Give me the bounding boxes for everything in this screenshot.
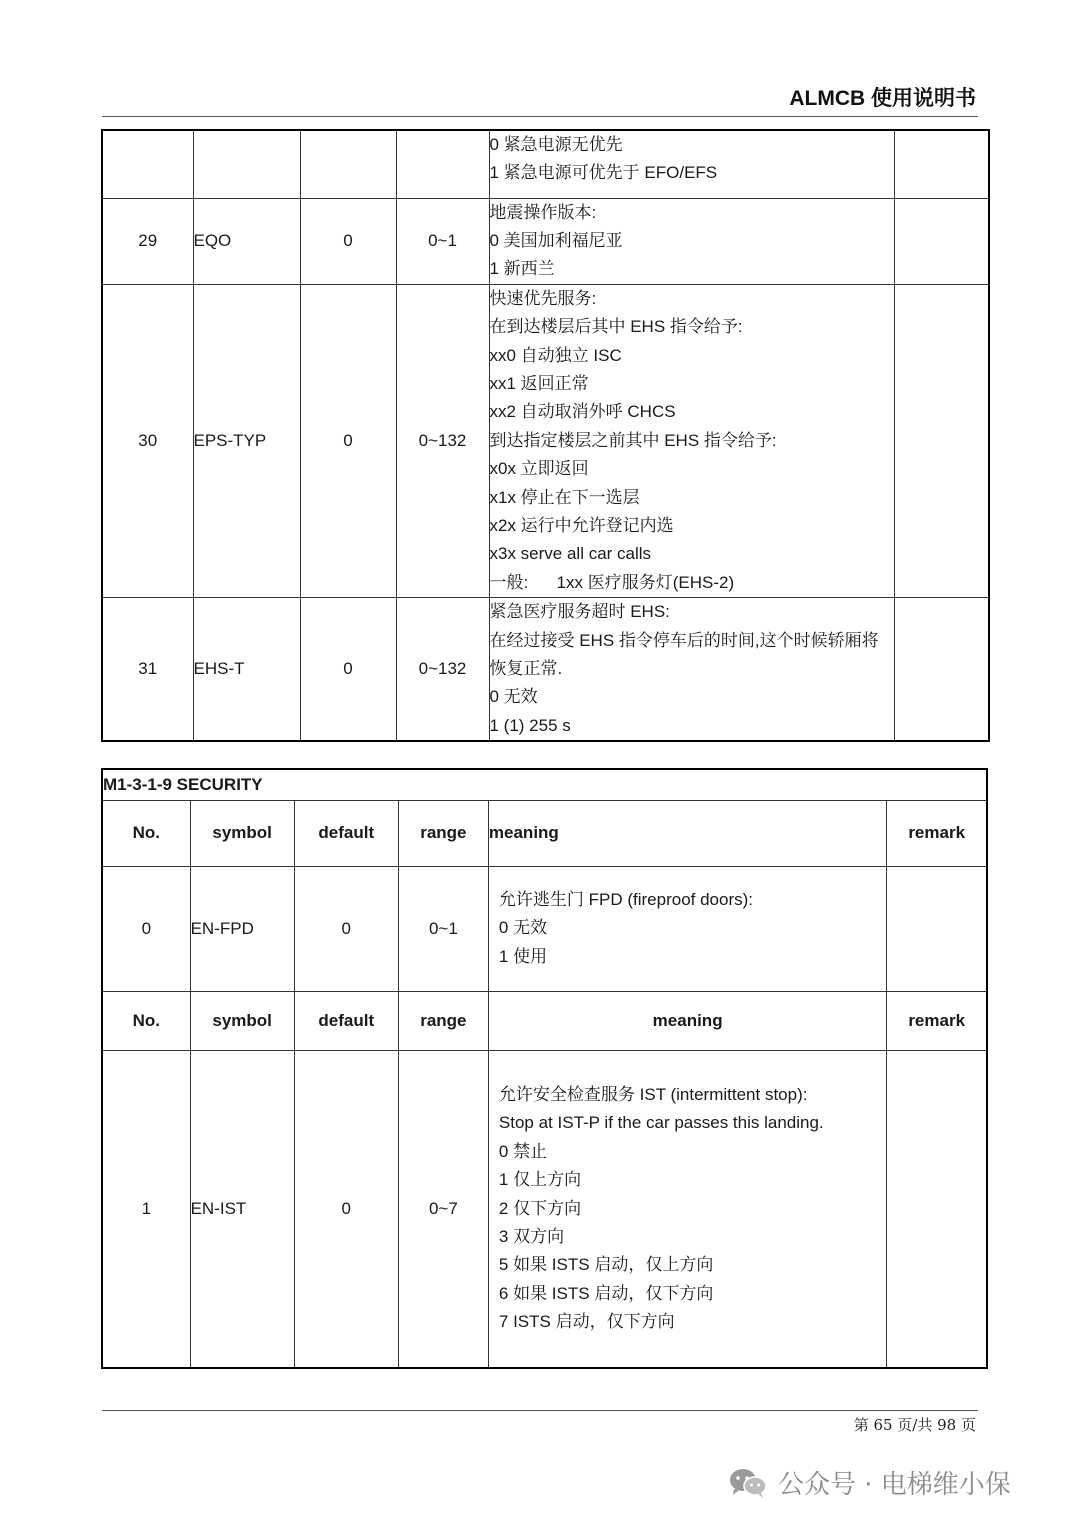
meaning-line: x3x serve all car calls xyxy=(489,544,652,564)
wechat-icon xyxy=(728,1467,768,1499)
cell-no: 29 xyxy=(102,198,193,284)
watermark xyxy=(728,1464,1011,1501)
meaning-line: 1 使用 xyxy=(498,946,548,966)
header-meaning: meaning xyxy=(488,800,886,866)
meaning-line: xx2 自动取消外呼 CHCS xyxy=(489,402,676,422)
meaning-line: x1x 停止在下一选层 xyxy=(489,487,640,507)
table-row xyxy=(102,598,989,742)
header-symbol: symbol xyxy=(190,800,294,866)
meaning-line: x0x 立即返回 xyxy=(489,459,589,479)
cell-range: 0~1 xyxy=(396,198,489,284)
header-no: No. xyxy=(102,991,190,1050)
header-default: default xyxy=(294,991,398,1050)
header-rule xyxy=(102,116,978,117)
meaning-line: 1 (1) 255 s xyxy=(489,715,571,735)
table-header-row xyxy=(102,991,987,1050)
cell-meaning xyxy=(488,866,886,991)
cell-range xyxy=(396,130,489,198)
cell-symbol: EPS-TYP xyxy=(193,284,300,597)
cell-default: 0 xyxy=(300,598,396,742)
header-no: No. xyxy=(102,800,190,866)
header-meaning: meaning xyxy=(488,991,886,1050)
meaning-line: Stop at IST-P if the car passes this landing. xyxy=(498,1113,824,1133)
watermark-text: 公众号 · 电梯维小保 xyxy=(778,1470,1011,1500)
cell-meaning xyxy=(489,284,894,597)
meaning-line: x2x 运行中允许登记内选 xyxy=(489,515,674,535)
cell-no: 31 xyxy=(102,598,193,742)
meaning-line: 7 ISTS 启动，仅下方向 xyxy=(498,1312,675,1332)
cell-symbol: EQO xyxy=(193,198,300,284)
table-row xyxy=(102,866,987,991)
meaning-line: 一般: 1xx 医疗服务灯(EHS-2) xyxy=(489,572,735,592)
meaning-line: xx0 自动独立 ISC xyxy=(489,345,622,365)
security-parameter-table xyxy=(101,768,988,1369)
document-title: ALMCB 使用说明书 xyxy=(789,87,976,110)
cell-default xyxy=(300,130,396,198)
cell-default: 0 xyxy=(294,1050,398,1368)
meaning-line: 1 仅上方向 xyxy=(498,1170,582,1190)
cell-symbol: EHS-T xyxy=(193,598,300,742)
table-caption: M1-3-1-9 SECURITY xyxy=(102,769,987,800)
meaning-line: 地震操作版本: xyxy=(489,202,597,222)
meaning-line: 3 双方向 xyxy=(498,1226,565,1246)
cell-remark xyxy=(894,598,989,742)
table-header-row xyxy=(102,800,987,866)
table-row xyxy=(102,1050,987,1368)
cell-symbol xyxy=(193,130,300,198)
header-symbol: symbol xyxy=(190,991,294,1050)
cell-symbol: EN-FPD xyxy=(190,866,294,991)
cell-meaning xyxy=(488,1050,886,1368)
meaning-line: 在到达楼层后其中 EHS 指令给予: xyxy=(489,317,743,337)
cell-range: 0~132 xyxy=(396,284,489,597)
table-row xyxy=(102,198,989,284)
cell-remark xyxy=(894,198,989,284)
meaning-line: 5 如果 ISTS 启动，仅上方向 xyxy=(498,1255,714,1275)
meaning-line: 在经过接受 EHS 指令停车后的时间,这个时候轿厢将恢复正常. xyxy=(489,630,879,678)
cell-remark xyxy=(894,130,989,198)
cell-remark xyxy=(894,284,989,597)
table-row xyxy=(102,130,989,198)
meaning-line: 0 紧急电源无优先 xyxy=(489,135,623,154)
table-caption-row xyxy=(102,769,987,800)
cell-no xyxy=(102,130,193,198)
meaning-line: 0 禁止 xyxy=(498,1141,548,1161)
header-range: range xyxy=(398,991,488,1050)
footer-rule xyxy=(102,1410,978,1411)
meaning-line: 1 紧急电源可优先于 EFO/EFS xyxy=(489,163,718,183)
cell-default: 0 xyxy=(300,284,396,597)
table-row xyxy=(102,284,989,597)
page-number: 第 65 页/共 98 页 xyxy=(853,1416,976,1434)
header-remark: remark xyxy=(887,800,987,866)
cell-default: 0 xyxy=(294,866,398,991)
cell-default: 0 xyxy=(300,198,396,284)
meaning-line: 1 新西兰 xyxy=(489,259,555,279)
cell-remark xyxy=(887,866,987,991)
cell-meaning xyxy=(489,198,894,284)
header-default: default xyxy=(294,800,398,866)
meaning-line: 0 无效 xyxy=(489,687,538,707)
meaning-line: 6 如果 ISTS 启动，仅下方向 xyxy=(498,1283,714,1303)
header-remark: remark xyxy=(887,991,987,1050)
cell-no: 1 xyxy=(102,1050,190,1368)
meaning-line: 到达指定楼层之前其中 EHS 指令给予: xyxy=(489,430,777,450)
meaning-line: 允许逃生门 FPD (fireproof doors): xyxy=(498,889,754,909)
meaning-line: 允许安全检查服务 IST (intermittent stop): xyxy=(498,1084,808,1104)
parameter-table-continued xyxy=(101,129,990,742)
cell-no: 30 xyxy=(102,284,193,597)
cell-range: 0~1 xyxy=(398,866,488,991)
cell-meaning xyxy=(489,598,894,742)
cell-range: 0~132 xyxy=(396,598,489,742)
meaning-line: 0 无效 xyxy=(498,918,548,938)
meaning-line: 紧急医疗服务超时 EHS: xyxy=(489,602,670,622)
cell-symbol: EN-IST xyxy=(190,1050,294,1368)
cell-remark xyxy=(887,1050,987,1368)
cell-no: 0 xyxy=(102,866,190,991)
cell-range: 0~7 xyxy=(398,1050,488,1368)
header-range: range xyxy=(398,800,488,866)
meaning-line: 2 仅下方向 xyxy=(498,1198,582,1218)
meaning-line: xx1 返回正常 xyxy=(489,373,589,393)
meaning-line: 快速优先服务: xyxy=(489,288,597,308)
cell-meaning xyxy=(489,130,894,198)
meaning-line: 0 美国加利福尼亚 xyxy=(489,230,623,250)
